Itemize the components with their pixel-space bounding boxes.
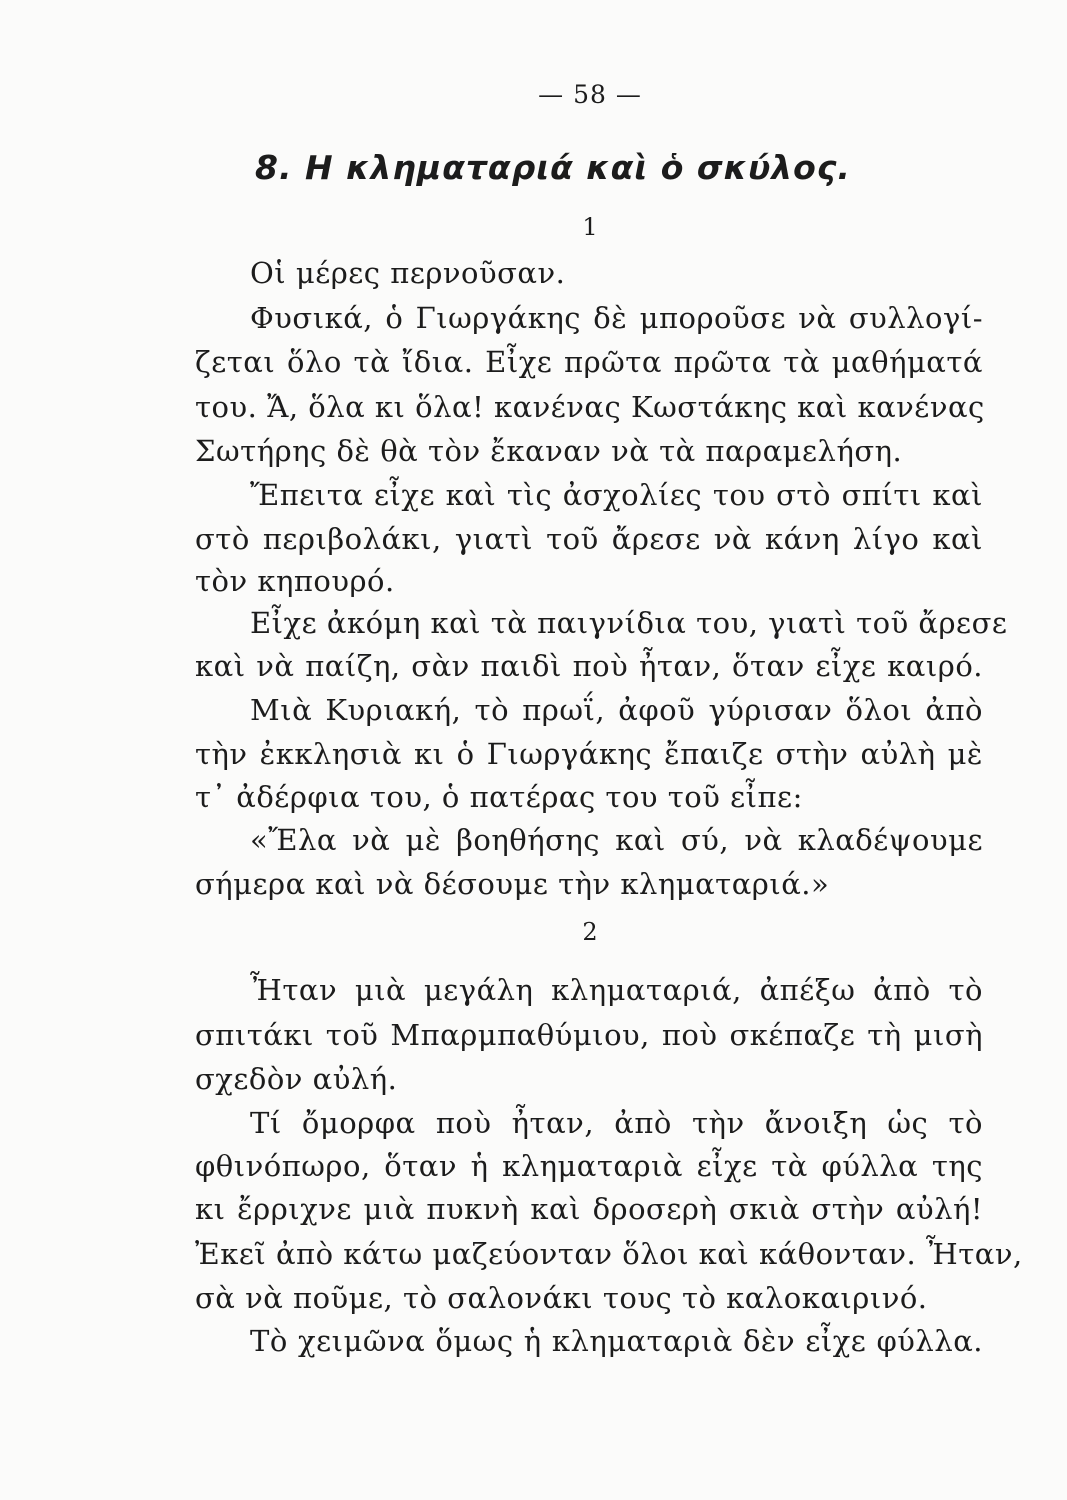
text-line: σχεδὸν αὐλή. (195, 1062, 398, 1096)
text-line: Ἐκεῖ ἀπὸ κάτω μαζεύονταν ὅλοι καὶ κάθονταν. Ἦταν, (195, 1237, 1023, 1271)
text-line: Ἦταν μιὰ μεγάλη κληματαριά, ἀπέξω ἀπὸ τὸ (250, 973, 983, 1007)
text-line: Ἔπειτα εἶχε καὶ τὶς ἀσχολίες του στὸ σπίτι καὶ (250, 478, 983, 512)
text-line: τ᾿ ἀδέρφια του, ὁ πατέρας του τοῦ εἶπε: (195, 780, 803, 814)
page-number: — 58 — (538, 80, 642, 109)
text-line: Οἱ μέρες περνοῦσαν. (250, 256, 566, 290)
text-line: καὶ νὰ παίζη, σὰν παιδὶ ποὺ ἦταν, ὅταν εἶχε καιρό. (195, 649, 983, 683)
text-line: σήμερα καὶ νὰ δέσουμε τὴν κληματαριά.» (195, 867, 830, 901)
text-line: στὸ περιβολάκι, γιατὶ τοῦ ἄρεσε νὰ κάνη λίγο καὶ (195, 522, 983, 556)
text-line: σπιτάκι τοῦ Μπαρμπαθύμιου, ποὺ σκέπαζε τὴ μισὴ (195, 1018, 983, 1052)
text-line: τὴν ἐκκλησιὰ κι ὁ Γιωργάκης ἔπαιζε στὴν αὐλὴ μὲ (195, 737, 983, 771)
text-line: τὸν κηπουρό. (195, 564, 395, 598)
section-number-2: 2 (582, 918, 598, 946)
text-line: φθινόπωρο, ὅταν ἡ κληματαριὰ εἶχε τὰ φύλλα της (195, 1149, 983, 1183)
text-line: σὰ νὰ ποῦμε, τὸ σαλονάκι τους τὸ καλοκαιρινό. (195, 1281, 928, 1315)
text-line: κι ἔρριχνε μιὰ πυκνὴ καὶ δροσερὴ σκιὰ στὴν αὐλή! (195, 1192, 983, 1226)
section-number-1: 1 (582, 213, 598, 241)
text-line: Τί ὄμορφα ποὺ ἦταν, ἀπὸ τὴν ἄνοιξη ὡς τὸ (250, 1106, 983, 1140)
text-line: Φυσικά, ὁ Γιωργάκης δὲ μποροῦσε νὰ συλλογί- (250, 301, 983, 335)
text-line: Εἶχε ἀκόμη καὶ τὰ παιγνίδια του, γιατὶ τοῦ ἄρεσε (250, 606, 1008, 640)
text-line: ζεται ὅλο τὰ ἴδια. Εἶχε πρῶτα πρῶτα τὰ μαθήματά (195, 345, 983, 379)
text-line: «Ἔλα νὰ μὲ βοηθήσης καὶ σύ, νὰ κλαδέψουμε (250, 823, 983, 857)
text-line: Τὸ χειμῶνα ὅμως ἡ κληματαριὰ δὲν εἶχε φύλλα. (250, 1324, 983, 1358)
text-line: Μιὰ Κυριακή, τὸ πρωΐ, ἀφοῦ γύρισαν ὅλοι ἀπὸ (250, 693, 983, 727)
text-line: Σωτήρης δὲ θὰ τὸν ἔκαναν νὰ τὰ παραμελήση. (195, 434, 903, 468)
chapter-title: 8. Η κληματαριά καὶ ὁ σκύλος. (255, 148, 851, 187)
text-line: του. Ἄ, ὅλα κι ὅλα! κανένας Κωστάκης καὶ κανένας (195, 390, 985, 424)
